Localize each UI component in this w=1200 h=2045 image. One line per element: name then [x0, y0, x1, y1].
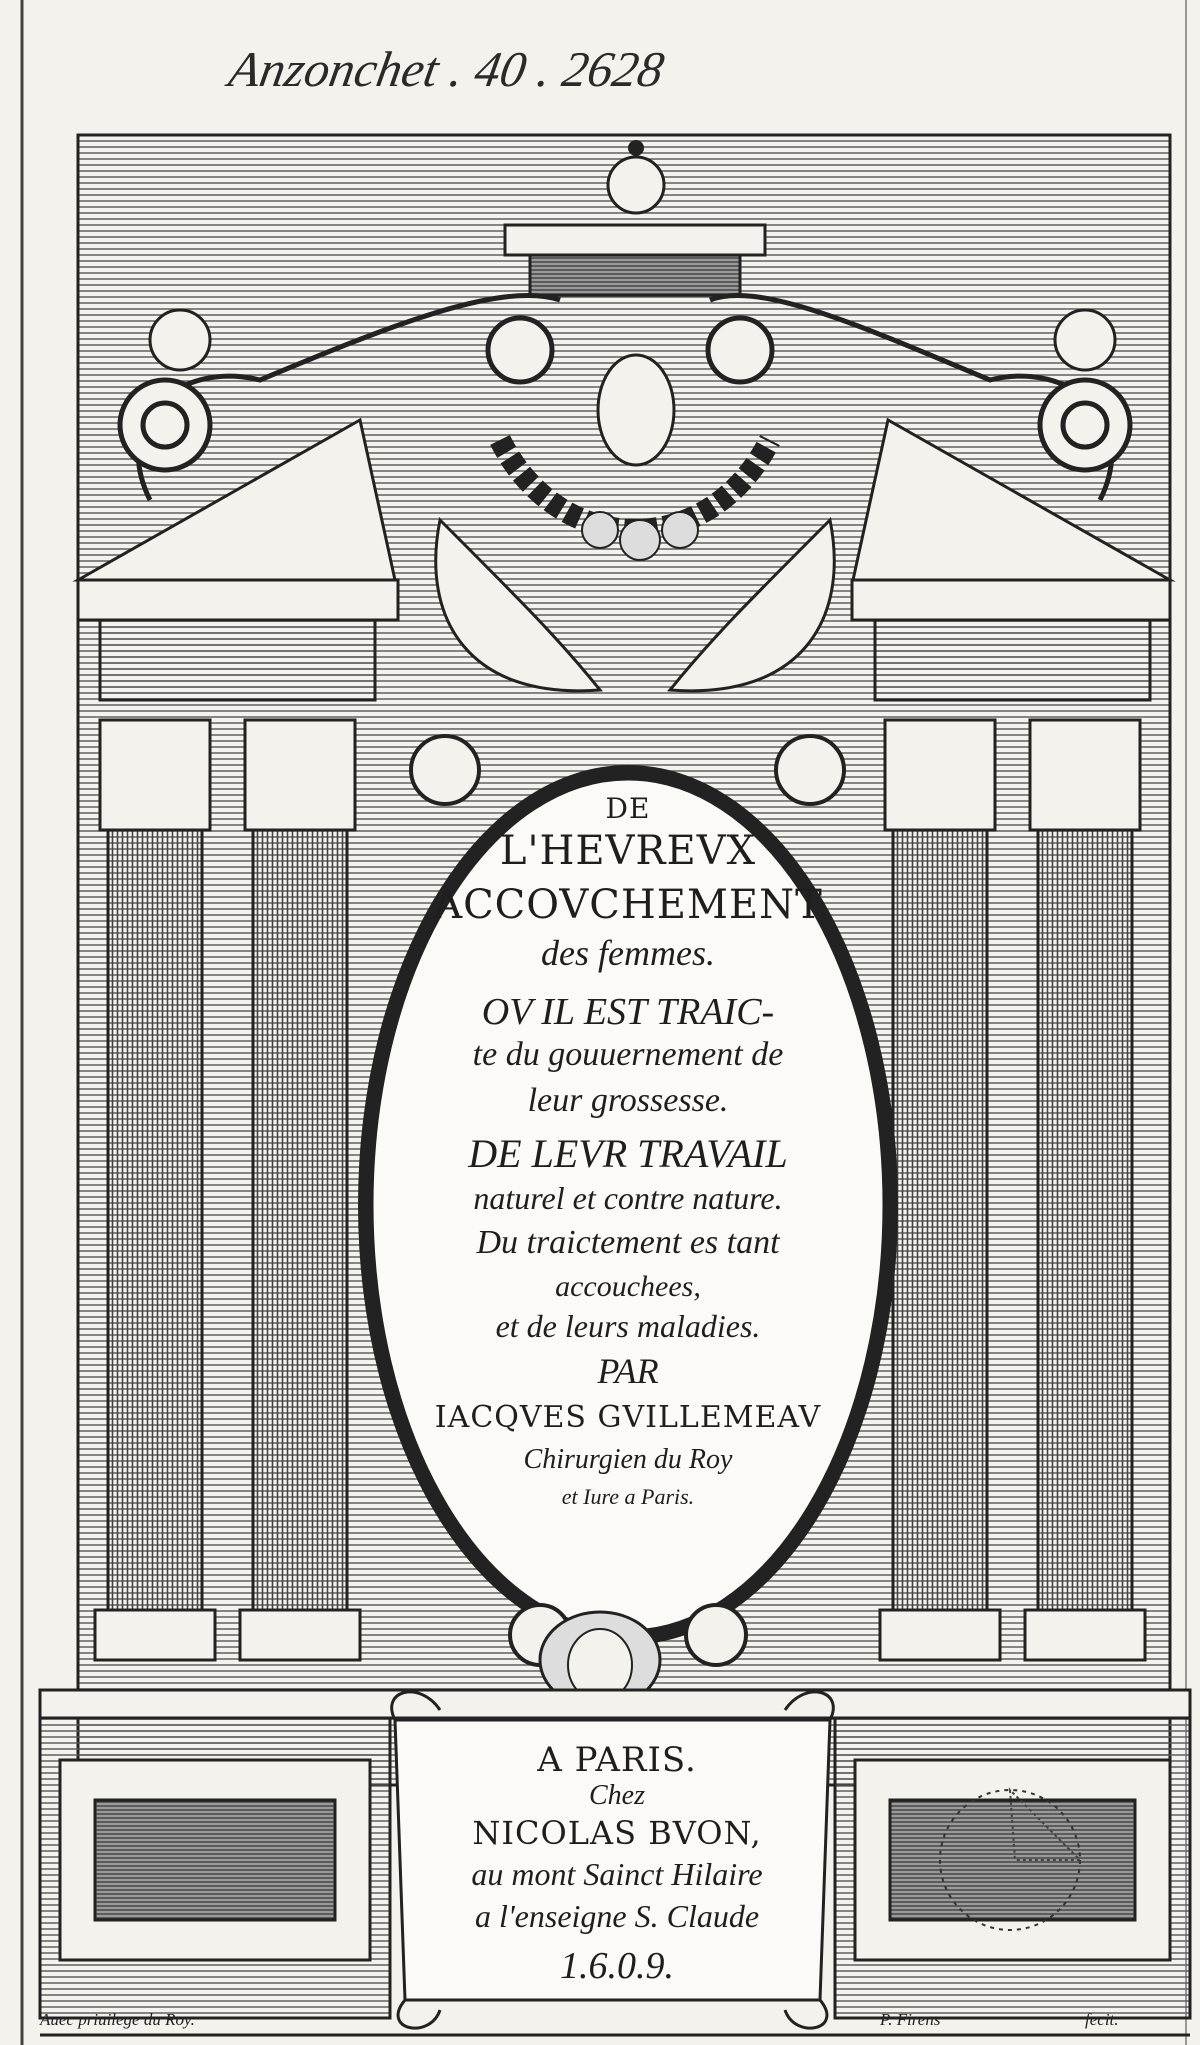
author-title-2: et Iure a Paris.: [561, 1484, 695, 1509]
engraver-name: P. Firens: [880, 2010, 941, 2029]
title-line-par: PAR: [597, 1351, 659, 1391]
left-column-inner: [240, 720, 360, 1660]
title-line-accouchement: ACCOVCHEMENT: [433, 882, 823, 928]
imprint-printer: NICOLAS BVON,: [472, 1814, 762, 1852]
title-line-maladies: et de leurs maladies.: [495, 1308, 761, 1344]
right-column-outer: [1025, 720, 1145, 1660]
title-line-grossesse: leur grossesse.: [527, 1082, 729, 1119]
title-line-de: DE: [605, 792, 651, 825]
left-column-outer: [95, 720, 215, 1660]
imprint-year: 1.6.0.9.: [560, 1945, 674, 1987]
privilege-note: Auec priuilege du Roy.: [40, 2010, 195, 2029]
imprint-chez: Chez: [589, 1780, 645, 1811]
right-column-inner: [880, 720, 1000, 1660]
title-line-travail: DE LEVR TRAVAIL: [468, 1131, 788, 1176]
imprint-address: au mont Sainct Hilaire: [471, 1856, 763, 1892]
imprint-sign: a l'enseigne S. Claude: [474, 1898, 760, 1934]
title-line-gouvernement: te du gouuernement de: [472, 1036, 784, 1073]
engraver-fecit: fecit.: [1085, 2010, 1119, 2029]
title-line-accouchees: accouchees,: [555, 1270, 701, 1303]
title-line-femmes: des femmes.: [541, 933, 715, 973]
title-line-ou-il-est: OV IL EST TRAIC-: [481, 991, 775, 1033]
handwritten-note: Anzonchet . 40 . 2628: [225, 41, 669, 97]
imprint-city: A PARIS.: [537, 1740, 697, 1780]
author-name: IACQVES GVILLEMEAV: [434, 1400, 822, 1435]
title-line-naturel: naturel et contre nature.: [473, 1180, 783, 1216]
author-title: Chirurgien du Roy: [523, 1444, 733, 1475]
title-line-traictement: Du traictement es tant: [476, 1224, 780, 1261]
title-line-heureux: L'HEVREVX: [499, 828, 757, 874]
